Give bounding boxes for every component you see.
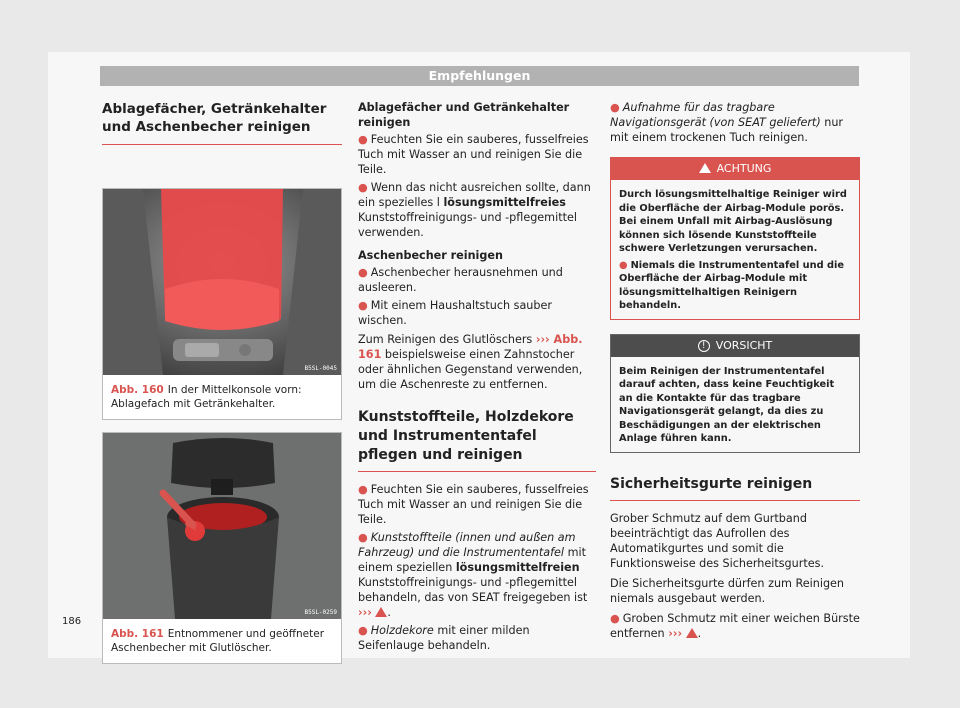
chapter-header: Empfehlungen (100, 66, 859, 86)
figure-161 (102, 432, 342, 664)
page-number: 186 (62, 616, 82, 627)
list-item: ● Groben Schmutz mit einer weichen Bürste entfernen ››› . (610, 611, 860, 640)
figure-caption-text: In der Mittelkonsole vorn: Ablagefach mit Getränkehalter. (111, 384, 302, 410)
console-photo (103, 189, 341, 375)
page (48, 52, 910, 658)
warning-box-achtung (610, 157, 860, 320)
warning-triangle-icon (699, 163, 711, 173)
section-title-gurte: Sicherheitsgurte reinigen (610, 475, 860, 501)
figure-reference-link[interactable]: ››› Abb. 161 (358, 333, 583, 361)
section-title-kunststoff: Kunststoffteile, Holzdekore und Instrumententafel pflegen und reinigen (358, 408, 596, 472)
figure-160-caption (103, 375, 341, 419)
figure-161-caption (103, 619, 341, 663)
info-circle-icon: ! (698, 340, 710, 352)
warning-reference-link[interactable]: ››› (358, 606, 372, 619)
paragraph-gurte-2: Die Sicherheitsgurte dürfen zum Reinigen niemals ausgebaut werden. (610, 576, 845, 605)
list-item: ● Feuchten Sie ein sauberes, fusselfreies Tuch mit Wasser an und reinigen Sie die Teile. (358, 483, 589, 526)
warning-reference-link[interactable]: ››› (668, 626, 683, 640)
paragraph-gurte-1: Grober Schmutz auf dem Gurtband beeinträchtigt das Aufrollen des Automatikgurtes und somit die Funktionsweise des Sicherheitsgurtes. (610, 511, 824, 570)
caution-body: Beim Reinigen der Instrumententafel darauf achten, dass keine Feuchtigkeit an die Kontakte für das tragbare Navigationsgerät gelangt, da dies zu Beschädigungen an der elektrischen Anlage führen kann. (619, 365, 835, 444)
figure-caption-text: Entnommener und geöffneter Aschenbecher mit Glutlöscher. (111, 628, 325, 654)
left-column (102, 100, 342, 654)
ashtray-photo (103, 433, 341, 619)
middle-column (358, 100, 596, 656)
figure-label: Abb. 161 (111, 628, 164, 640)
list-item: ● Aufnahme für das tragbare Navigationsgerät (von SEAT geliefert) nur mit einem trockenen Tuch reinigen. (610, 101, 844, 144)
warning-triangle-icon (375, 607, 387, 617)
warning-triangle-icon (686, 628, 698, 638)
caution-header: ! VORSICHT (611, 335, 859, 357)
figure-label: Abb. 160 (111, 384, 164, 396)
subheading-ablage: Ablagefächer und Getränkehalter reinigen (358, 101, 570, 129)
list-item: ● Mit einem Haushaltstuch sauber wischen. (358, 299, 552, 327)
caution-box-vorsicht (610, 334, 860, 453)
right-column (610, 100, 860, 644)
list-item: ● Kunststoffteile (innen und außen am Fahrzeug) und die Instrumententafel mit einem speziellen lösungsmittelfreien Kunststoffreinigungs- und -pflegemittel behandeln, das von SEAT freigegeben ist ››› . (358, 531, 588, 619)
list-item: ● Feuchten Sie ein sauberes, fusselfreies Tuch mit Wasser an und reinigen Sie die Teile. (358, 133, 589, 176)
figure-code: B5SL-0045 (304, 365, 337, 372)
list-item: ● Wenn das nicht ausreichen sollte, dann ein spezielles l lösungsmittelfreies Kunststoffreinigungs- und -pflegemittel verwenden. (358, 181, 591, 239)
subheading-aschenbecher: Aschenbecher reinigen (358, 249, 503, 262)
section-title-ablage: Ablagefächer, Getränkehalter und Aschenbecher reinigen (102, 100, 342, 145)
figure-160 (102, 188, 342, 420)
list-item: ● Aschenbecher herausnehmen und ausleeren. (358, 266, 563, 294)
list-item: ● Holzdekore mit einer milden Seifenlauge behandeln. (358, 624, 530, 652)
paragraph-glutloescher: Zum Reinigen des Glutlöschers ››› Abb. 161 beispielsweise einen Zahnstocher oder ähnlichen Gegenstand verwenden, um die Aschenreste zu entfernen. (358, 333, 583, 391)
warning-body: Durch lösungsmittelhaltige Reiniger wird die Oberfläche der Airbag-Module porös. Bei einem Unfall mit Airbag-Auslösung können sich lösende Kunststoffteile schwere Verletzungen verursachen. ● Niemals die Instrumententafel und die Oberfläche der Airbag-Module mit lösungsmittelhaltigen Reinigern behandeln. (619, 189, 847, 311)
warning-header: ACHTUNG (611, 158, 859, 180)
figure-code: B5SL-0259 (304, 609, 337, 616)
